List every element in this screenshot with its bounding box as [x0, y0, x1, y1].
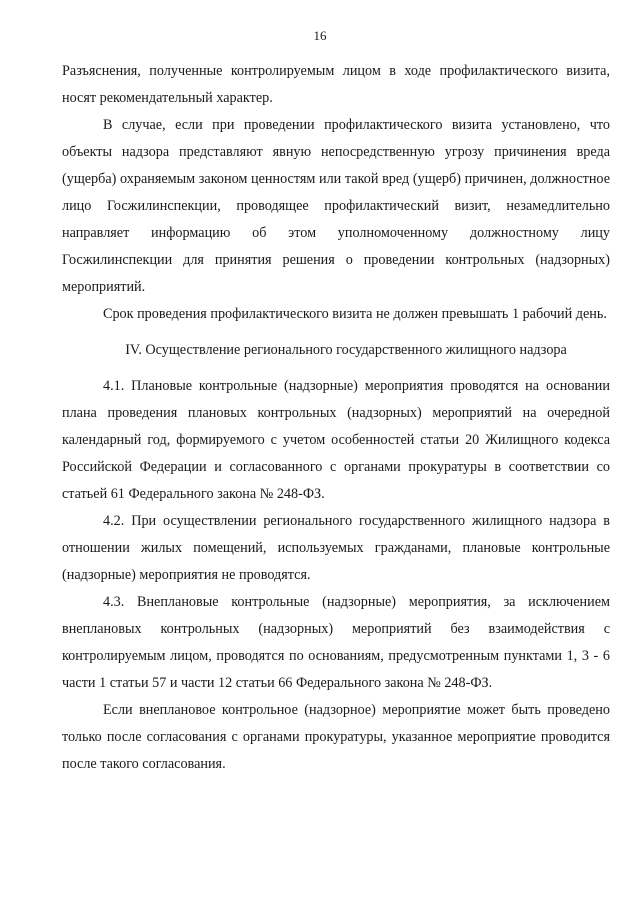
page-number: 16: [313, 28, 327, 43]
paragraph-4-2: 4.2. При осуществлении регионального государственного жилищного надзора в отношении жилых помещений, используемых гражданами, плановые контрольные (надзорные) мероприятия не проводятся.: [62, 513, 610, 583]
paragraph-prosecutor-approval: Если внеплановое контрольное (надзорное) мероприятие может быть проведено только после согласования с органами прокуратуры, указанное мероприятие проводится после такого согласования.: [62, 702, 610, 772]
paragraph-visit-duration: Срок проведения профилактического визита не должен превышать 1 рабочий день.: [103, 306, 607, 322]
paragraph-threat-case: В случае, если при проведении профилактического визита установлено, что объекты надзора представляют явную непосредственную угрозу причинения вреда (ущерба) охраняемым законом ценностям или такой вред (ущерб) причинен, должностное лицо Госжилинспекции, проводящее профилактический визит, незамедлительно направляет информацию об этом уполномоченному должностному лицу Госжилинспекции для принятия решения о проведении контрольных (надзорных) мероприятий.: [62, 117, 610, 295]
document-body: [62, 58, 610, 778]
paragraph-explanations: Разъяснения, полученные контролируемым лицом в ходе профилактического визита, носят рекомендательный характер.: [62, 63, 610, 106]
section-heading-iv: IV. Осуществление регионального государственного жилищного надзора: [125, 342, 567, 358]
paragraph-4-1: 4.1. Плановые контрольные (надзорные) мероприятия проводятся на основании плана проведения плановых контрольных (надзорных) мероприятий на очередной календарный год, формируемого с учетом особенностей статьи 20 Жилищного кодекса Российской Федерации и согласованного с органами прокуратуры в соответствии со статьей 61 Федерального закона № 248-ФЗ.: [62, 378, 610, 502]
paragraph-4-3: 4.3. Внеплановые контрольные (надзорные) мероприятия, за исключением внеплановых контрольных (надзорных) мероприятий без взаимодействия с контролируемым лицом, проводятся по основаниям, предусмотренным пунктами 1, 3 - 6 части 1 статьи 57 и части 12 статьи 66 Федерального закона № 248-ФЗ.: [62, 594, 610, 691]
